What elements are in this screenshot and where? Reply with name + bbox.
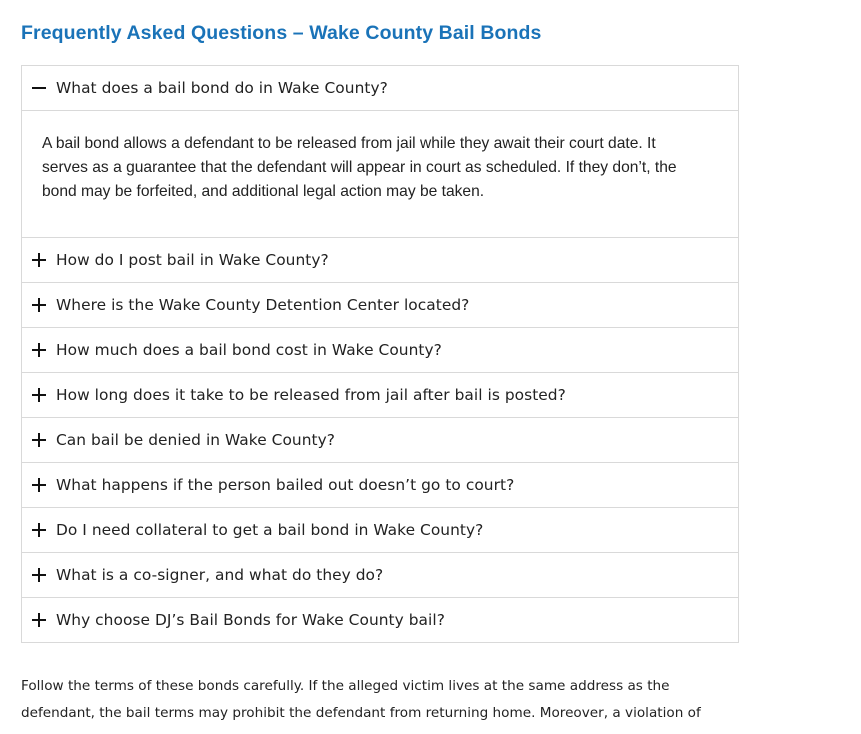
faq-item xyxy=(21,65,739,238)
faq-item xyxy=(21,508,739,553)
plus-icon xyxy=(32,433,47,448)
faq-heading: Frequently Asked Questions – Wake County Bail Bonds xyxy=(21,22,542,44)
plus-icon xyxy=(32,613,47,628)
faq-question: What happens if the person bailed out doesn’t go to court? xyxy=(56,476,515,494)
faq-item xyxy=(21,463,739,508)
faq-answer-panel xyxy=(22,110,738,237)
plus-icon xyxy=(32,298,47,313)
faq-question: Can bail be denied in Wake County? xyxy=(56,431,335,449)
plus-icon xyxy=(32,478,47,493)
plus-icon xyxy=(32,253,47,268)
faq-item xyxy=(21,598,739,643)
plus-icon xyxy=(32,523,47,538)
faq-question: What is a co-signer, and what do they do? xyxy=(56,566,384,584)
faq-item xyxy=(21,553,739,598)
faq-question: Why choose DJ’s Bail Bonds for Wake County bail? xyxy=(56,611,445,629)
faq-item xyxy=(21,328,739,373)
faq-toggle[interactable] xyxy=(22,328,738,372)
faq-answer: A bail bond allows a defendant to be released from jail while they await their court date. It serves as a guarantee that the defendant will appear in court as scheduled. If they don’t, the bond may be forfeited, and additional legal action may be taken. xyxy=(42,135,677,200)
faq-item xyxy=(21,238,739,283)
faq-toggle[interactable] xyxy=(22,66,738,110)
faq-item xyxy=(21,418,739,463)
faq-toggle[interactable] xyxy=(22,373,738,417)
plus-icon xyxy=(32,343,47,358)
faq-toggle[interactable] xyxy=(22,598,738,642)
body-paragraph: Follow the terms of these bonds carefully. If the alleged victim lives at the same address as the defendant, the bail terms may prohibit the defendant from returning home. Moreover, a violation of xyxy=(21,678,701,721)
faq-toggle[interactable] xyxy=(22,553,738,597)
faq-question: What does a bail bond do in Wake County? xyxy=(56,79,388,97)
faq-question: How much does a bail bond cost in Wake County? xyxy=(56,341,442,359)
faq-toggle[interactable] xyxy=(22,508,738,552)
faq-question: Do I need collateral to get a bail bond in Wake County? xyxy=(56,521,484,539)
plus-icon xyxy=(32,568,47,583)
faq-item xyxy=(21,283,739,328)
faq-toggle[interactable] xyxy=(22,418,738,462)
faq-toggle[interactable] xyxy=(22,283,738,327)
faq-question: Where is the Wake County Detention Center located? xyxy=(56,296,470,314)
faq-question: How long does it take to be released from jail after bail is posted? xyxy=(56,386,566,404)
minus-icon xyxy=(32,81,47,96)
faq-item xyxy=(21,373,739,418)
faq-toggle[interactable] xyxy=(22,238,738,282)
faq-toggle[interactable] xyxy=(22,463,738,507)
faq-accordion xyxy=(21,65,739,643)
plus-icon xyxy=(32,388,47,403)
faq-question: How do I post bail in Wake County? xyxy=(56,251,329,269)
